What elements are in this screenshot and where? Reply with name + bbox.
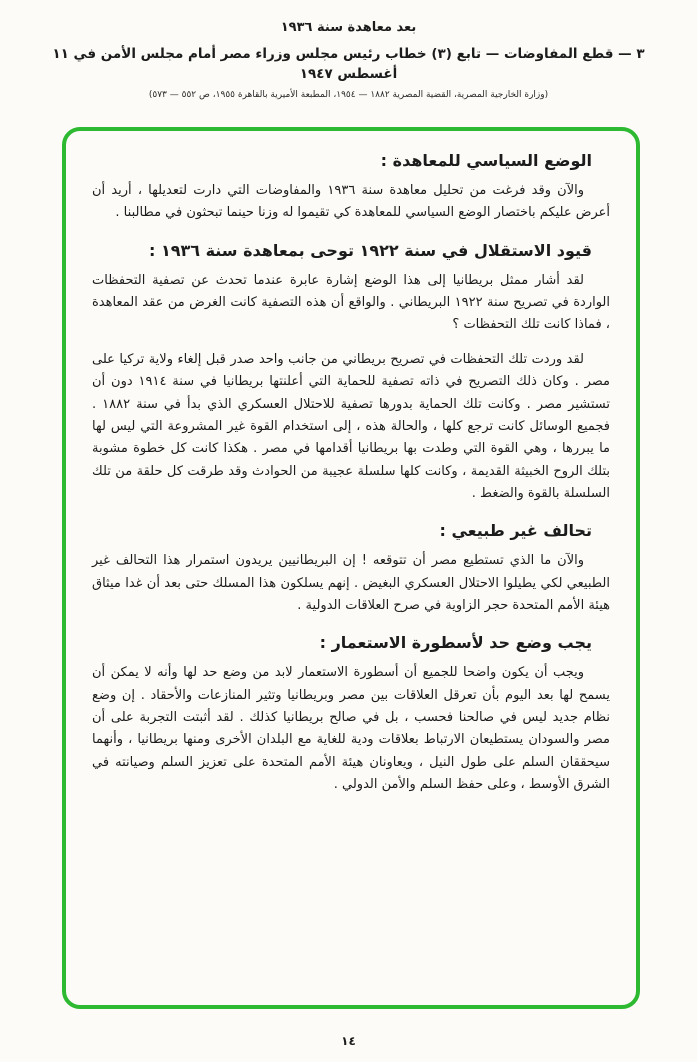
header-context-line: بعد معاهدة سنة ١٩٣٦ — [280, 20, 417, 35]
source-citation-line: (وزارة الخارجية المصرية، القضية المصرية ١٨٨٢ — ١٩٥٤، المطبعة الأميرية بالقاهرة ١٩٥٥، ص ٥٥٢ — ٥٧٣) — [148, 89, 549, 100]
paragraph: ويجب أن يكون واضحا للجميع أن أسطورة الاستعمار لابد من وضع حد لها وأنه لا يمكن أن يسمح لها بعد اليوم بأن تعرقل العلاقات بين مصر وبريطانيا وتثير المنازعات والأحقاد . إن وضع نظام جديد ليس في صالحنا فحسب ، بل في صالح بريطانيا كذلك . لقد أثبتت التجربة على أن مصر والسودان يستطيعان الارتباط بعلاقات ودية للغاية مع البلدان الأخرى ومنها بريطانيا ، وأنهما سيحققان السلم على طول النيل ، ويعاونان هيئة الأمم المتحدة على تعزيز السلم وصيانته في الشرق الأوسط ، وعلى حفظ السلم والأمن الدولي . — [92, 665, 610, 793]
section-heading-unnatural-alliance: تحالف غير طبيعي : — [439, 521, 592, 541]
document-title-line: ٣ — قطع المفاوضات — تابع (٣) خطاب رئيس مجلس وزراء مصر أمام مجلس الأمن في ١١ أغسطس ١٩٤٧ — [52, 46, 645, 83]
section-heading-end-colonial-myth: يجب وضع حد لأسطورة الاستعمار : — [319, 633, 592, 653]
paragraph: والآن وقد فرغت من تحليل معاهدة سنة ١٩٣٦ والمفاوضات التي دارت لتعديلها ، أريد أن أعرض عليكم باختصار الوضع السياسي للمعاهدة كي تقيموا له وزنا حينما تبحثون في مطالبنا . — [92, 183, 610, 221]
section-heading-independence-restrictions: قيود الاستقلال في سنة ١٩٢٢ توحى بمعاهدة سنة ١٩٣٦ : — [148, 240, 592, 260]
paragraph: والآن ما الذي تستطيع مصر أن تتوقعه ! إن البريطانيين يريدون استمرار هذا التحالف غير الطبيعي لكي يطيلوا الاحتلال العسكري البغيض . إنهم يسلكون هذا المسلك حتى بعد أن غدا ميثاق هيئة الأمم المتحدة حجر الزاوية في صرح العلاقات الدولية . — [92, 553, 610, 614]
green-highlight-frame — [62, 127, 640, 1009]
paragraph: لقد وردت تلك التحفظات في تصريح بريطاني من جانب واحد صدر قبل إلغاء ولاية تركيا على مصر . وكان ذلك التصريح في ذاته تصفية للحماية التي أعلنتها بريطانيا في سنة ١٩١٤ دون أن تستشير مصر . وكانت تلك الحماية بدورها تصفية للاحتلال العسكري الذي بدأ في سنة ١٨٨٢ . فجميع الوسائل كانت ترجع كلها ، والحالة هذه ، إلى استخدام القوة غير المشروعة التي ليس لها ما يبررها ، وهي القوة التي وطدت بها بريطانيا أقدامها في مصر . هكذا كانت كل خطوة مشوبة بتلك الروح الخبيثة القديمة ، وكانت كلها سلسلة عجيبة من الحوادث وقد طرقت كل حلقة من تلك السلسلة بالقوة والضغط . — [92, 351, 610, 501]
page-number: ١٤ — [341, 1034, 356, 1048]
paragraph: لقد أشار ممثل بريطانيا إلى هذا الوضع إشارة عابرة عندما تحدث عن تصفية التحفظات الواردة في تصريح سنة ١٩٢٢ البريطاني . والواقع أن هذه التصفية كانت الغرض من عقد المعاهدة ، فماذا كانت تلك التحفظات ؟ — [92, 272, 611, 333]
section-heading-political-situation: الوضع السياسي للمعاهدة : — [380, 151, 592, 170]
page-header — [0, 0, 697, 100]
